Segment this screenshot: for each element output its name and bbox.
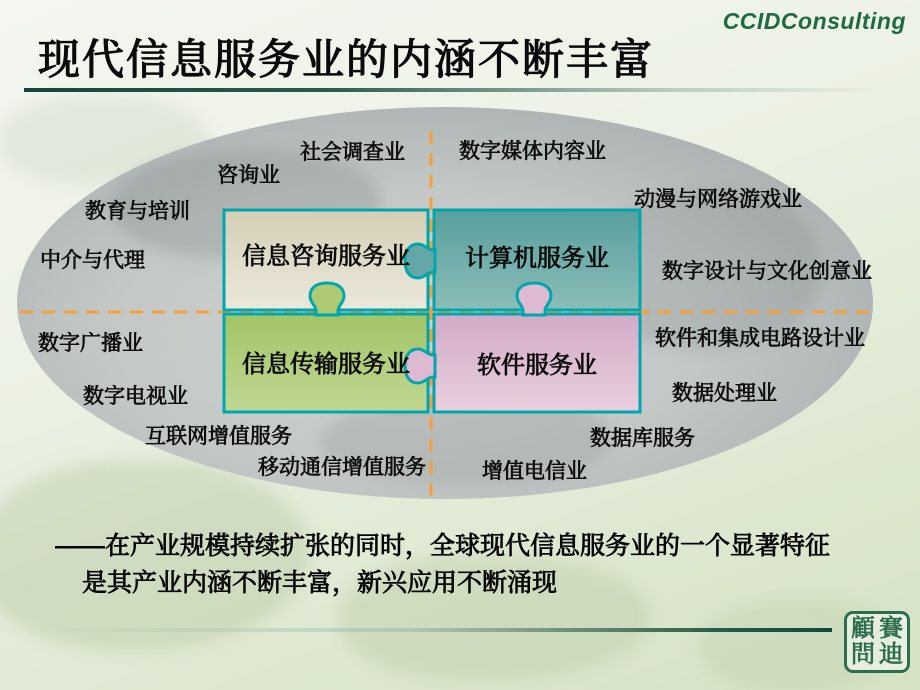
label-data-processing: 数据处理业 bbox=[672, 381, 777, 405]
piece-label-info-consulting: 信息咨询服务业 bbox=[242, 244, 410, 270]
label-digital-media-content: 数字媒体内容业 bbox=[459, 139, 606, 163]
seal-char-bottom-left: 問 bbox=[851, 642, 875, 668]
label-intermediary-agency: 中介与代理 bbox=[40, 248, 145, 272]
summary-line-2: 是其产业内涵不断丰富，新兴应用不断涌现 bbox=[82, 569, 558, 597]
label-digital-design-cultural-creative: 数字设计与文化创意业 bbox=[662, 259, 872, 283]
title-underline bbox=[24, 88, 882, 92]
label-internet-value-added: 互联网增值服务 bbox=[145, 424, 292, 448]
label-software-ic-design: 软件和集成电路设计业 bbox=[655, 326, 865, 350]
label-social-survey: 社会调查业 bbox=[300, 140, 405, 164]
page-title: 现代信息服务业的内涵不断丰富 bbox=[38, 36, 655, 83]
label-digital-broadcasting: 数字广播业 bbox=[38, 331, 143, 355]
seal-char-top-right: 賽 bbox=[879, 616, 903, 642]
label-education-training: 教育与培训 bbox=[85, 199, 190, 223]
label-mobile-value-added: 移动通信增值服务 bbox=[258, 455, 426, 479]
label-animation-online-games: 动漫与网络游戏业 bbox=[634, 187, 802, 211]
puzzle-tab-pink-up bbox=[517, 283, 551, 315]
puzzle-tab-green-up bbox=[310, 283, 344, 315]
label-digital-tv: 数字电视业 bbox=[83, 384, 188, 408]
seal-char-top-left: 顧 bbox=[851, 616, 875, 642]
label-consulting: 咨询业 bbox=[217, 163, 280, 187]
piece-label-software-services: 软件服务业 bbox=[477, 353, 597, 379]
piece-label-info-transmission: 信息传输服务业 bbox=[242, 352, 410, 378]
ccid-seal-logo bbox=[844, 611, 910, 673]
label-value-added-telecom: 增值电信业 bbox=[482, 459, 587, 483]
label-database-service: 数据库服务 bbox=[590, 426, 695, 450]
seal-char-bottom-right: 迪 bbox=[879, 642, 903, 668]
brand-logo: CCIDConsulting bbox=[722, 8, 906, 34]
piece-label-computer-services: 计算机服务业 bbox=[465, 246, 609, 272]
summary-line-1: ——在产业规模持续扩张的同时，全球现代信息服务业的一个显著特征 bbox=[55, 532, 831, 560]
footer-rule bbox=[68, 628, 832, 632]
